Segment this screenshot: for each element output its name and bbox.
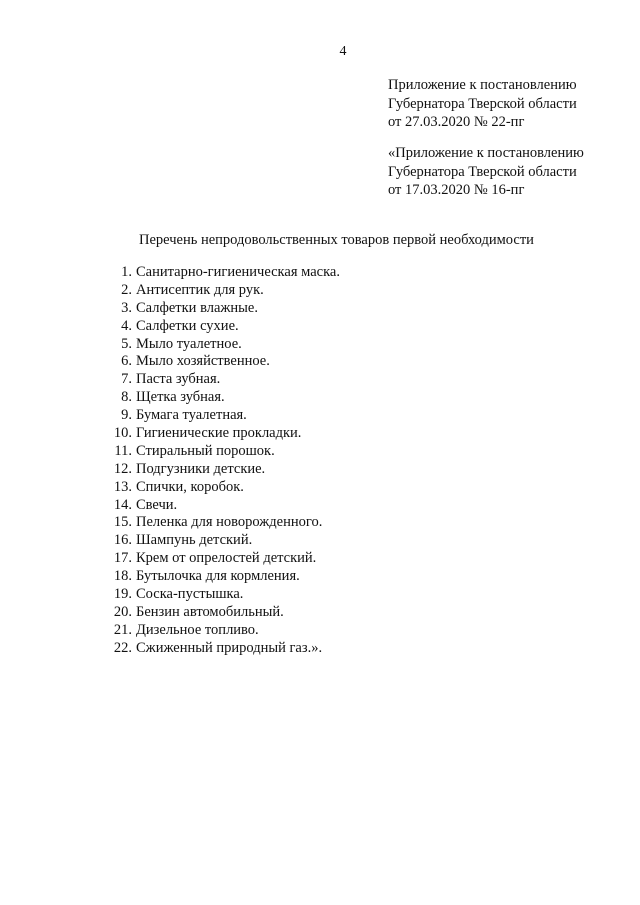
list-item bbox=[110, 461, 340, 479]
list-item bbox=[110, 353, 340, 371]
list-item-text: Санитарно-гигиеническая маска. bbox=[136, 264, 340, 280]
list-item-text: Стиральный порошок. bbox=[136, 442, 275, 459]
list-item-text: Мыло хозяйственное. bbox=[136, 353, 270, 370]
list-item bbox=[110, 371, 340, 389]
list-item-text: Соска-пустышка. bbox=[136, 586, 244, 603]
list-item bbox=[110, 622, 340, 640]
list-item-number: 2. bbox=[121, 281, 132, 298]
appendix-header-current bbox=[388, 76, 577, 132]
list-item-text: Мыло туалетное. bbox=[136, 335, 242, 352]
goods-list bbox=[110, 264, 340, 658]
list-item-text: Спички, коробок. bbox=[136, 478, 244, 495]
list-item-text: Щетка зубная. bbox=[136, 389, 225, 406]
list-item-number: 21. bbox=[113, 621, 132, 638]
list-item bbox=[110, 586, 340, 604]
list-item bbox=[110, 568, 340, 586]
list-item bbox=[110, 300, 340, 318]
list-item bbox=[110, 264, 340, 282]
list-item-number: 22. bbox=[113, 639, 132, 656]
appendix-current-line-2: Губернатора Тверской области bbox=[388, 95, 577, 112]
appendix-current-line-1: Приложение к постановлению bbox=[388, 77, 577, 93]
list-item-number: 19. bbox=[113, 586, 132, 603]
list-item-number: 20. bbox=[113, 603, 132, 620]
list-item-text: Бумага туалетная. bbox=[136, 407, 247, 424]
list-item bbox=[110, 479, 340, 497]
list-item bbox=[110, 407, 340, 425]
list-item-number: 15. bbox=[113, 514, 132, 531]
list-item-number: 17. bbox=[113, 550, 132, 567]
list-item bbox=[110, 550, 340, 568]
list-item bbox=[110, 336, 340, 354]
list-item-text: Крем от опрелостей детский. bbox=[136, 550, 317, 567]
list-item bbox=[110, 640, 340, 658]
list-item-number: 10. bbox=[113, 425, 132, 442]
list-item-text: Салфетки влажные. bbox=[136, 299, 258, 316]
list-item bbox=[110, 532, 340, 550]
list-item-text: Шампунь детский. bbox=[136, 532, 253, 549]
list-item-number: 13. bbox=[113, 478, 132, 495]
list-item-text: Бензин автомобильный. bbox=[136, 603, 284, 620]
document-title: Перечень непродовольственных товаров первой необходимости bbox=[139, 232, 534, 248]
list-item-text: Дизельное топливо. bbox=[136, 621, 259, 638]
list-item-text: Гигиенические прокладки. bbox=[136, 425, 302, 442]
list-item bbox=[110, 425, 340, 443]
list-item-text: Салфетки сухие. bbox=[136, 317, 239, 334]
appendix-previous-line-3: от 17.03.2020 № 16-пг bbox=[388, 182, 525, 198]
list-item bbox=[110, 497, 340, 515]
list-item-number: 8. bbox=[121, 389, 132, 406]
list-item-number: 9. bbox=[121, 407, 132, 424]
list-item-text: Бутылочка для кормления. bbox=[136, 568, 300, 585]
list-item bbox=[110, 282, 340, 300]
list-item bbox=[110, 514, 340, 532]
list-item-text: Свечи. bbox=[136, 496, 178, 513]
list-item-text: Сжиженный природный газ.». bbox=[136, 639, 323, 656]
list-item-number: 3. bbox=[121, 299, 132, 316]
appendix-current-line-3: от 27.03.2020 № 22-пг bbox=[388, 114, 525, 130]
list-item bbox=[110, 604, 340, 622]
appendix-previous-line-2: Губернатора Тверской области bbox=[388, 163, 577, 180]
list-item-number: 6. bbox=[121, 353, 132, 370]
list-item-number: 14. bbox=[113, 496, 132, 513]
list-item-number: 16. bbox=[113, 532, 132, 549]
list-item bbox=[110, 389, 340, 407]
list-item-number: 4. bbox=[121, 317, 132, 334]
list-item-number: 5. bbox=[121, 335, 132, 352]
list-item-number: 18. bbox=[113, 568, 132, 585]
page-number: 4 bbox=[339, 44, 347, 59]
list-item bbox=[110, 443, 340, 461]
list-item-number: 1. bbox=[121, 264, 132, 280]
list-item-number: 12. bbox=[113, 460, 132, 477]
list-item bbox=[110, 318, 340, 336]
appendix-previous-line-1: «Приложение к постановлению bbox=[388, 145, 584, 161]
list-item-number: 7. bbox=[121, 371, 132, 388]
list-item-text: Пеленка для новорожденного. bbox=[136, 514, 323, 531]
list-item-number: 11. bbox=[114, 442, 132, 459]
list-item-text: Подгузники детские. bbox=[136, 460, 266, 477]
appendix-header-previous bbox=[388, 144, 584, 200]
list-item-text: Паста зубная. bbox=[136, 371, 221, 388]
list-item-text: Антисептик для рук. bbox=[136, 281, 264, 298]
